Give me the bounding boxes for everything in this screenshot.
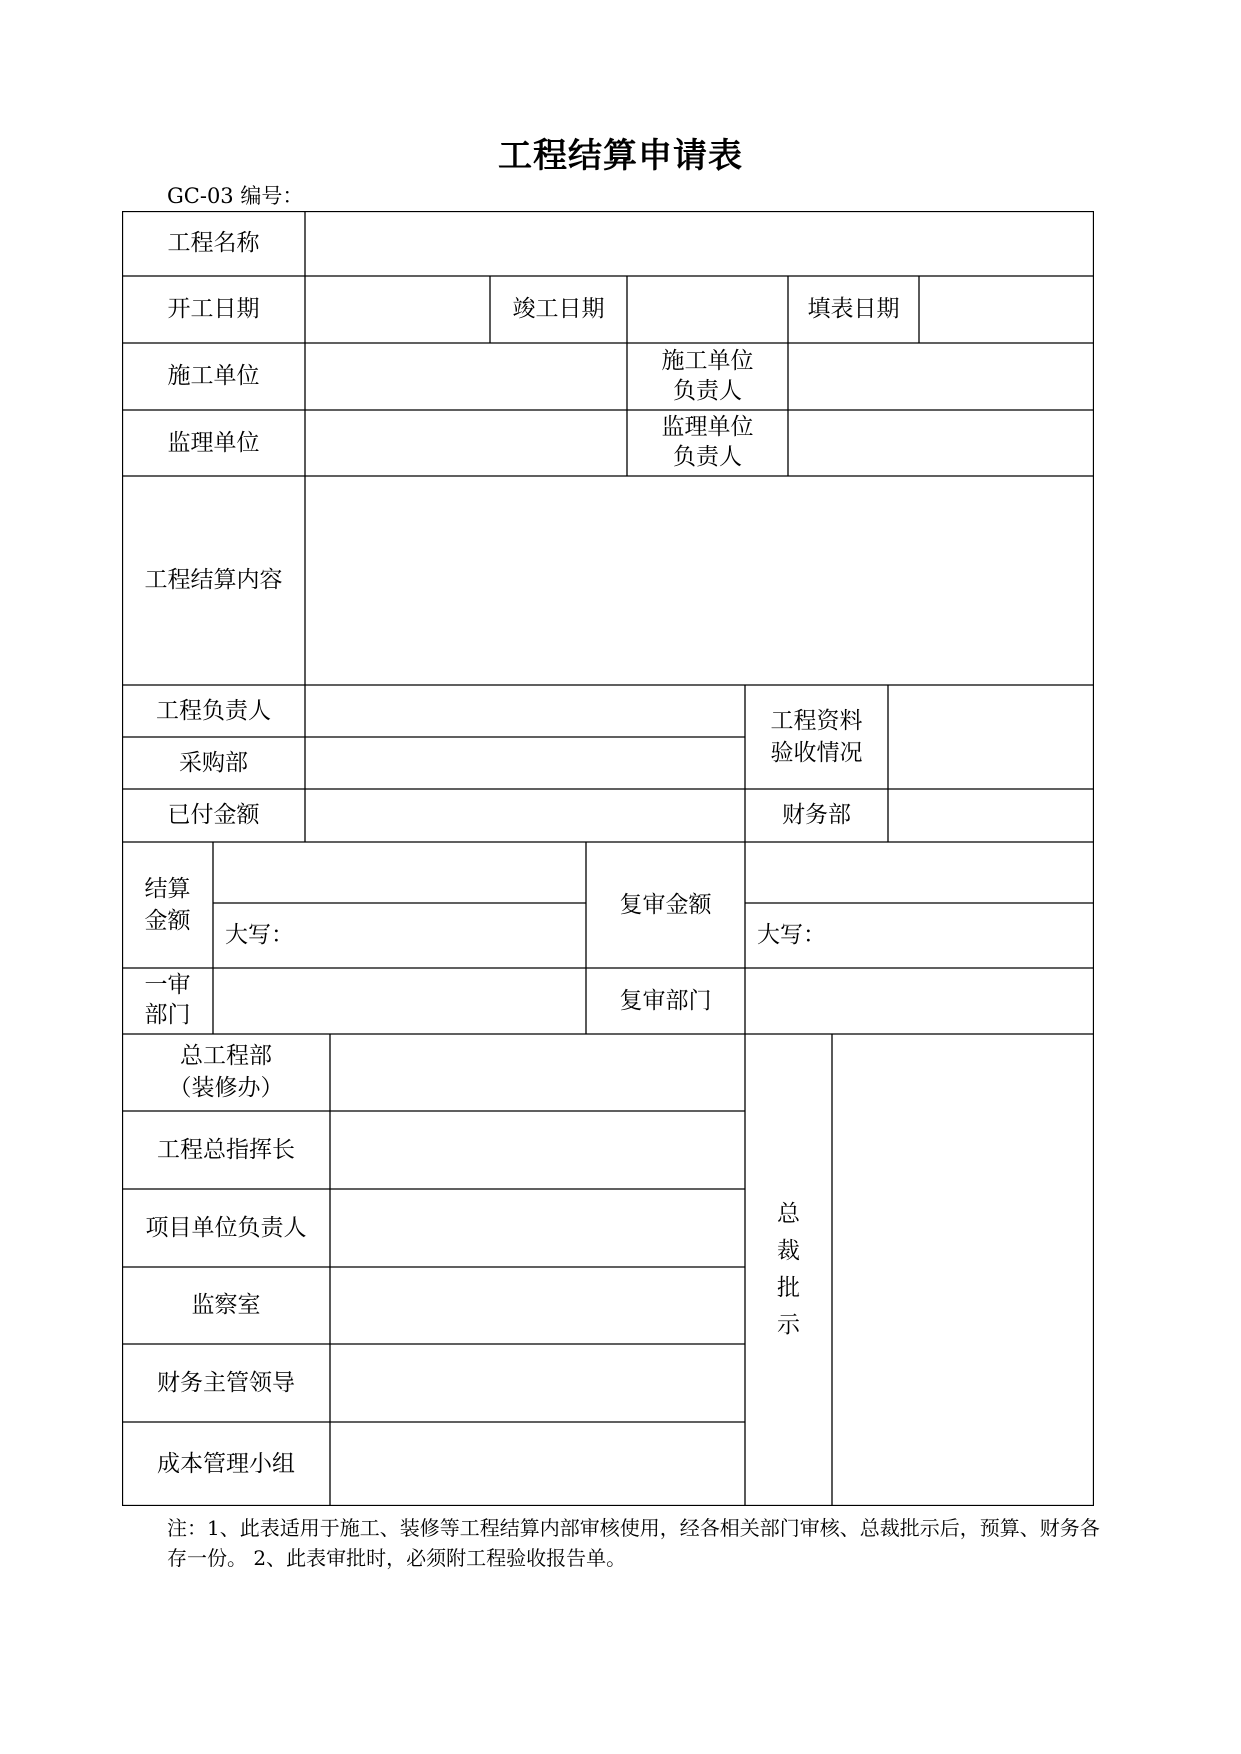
form-note: 注：1、此表适用于施工、装修等工程结算内部审核使用，经各相关部门审核、总裁批示后，预算、财务各存一份。 2、此表审批时，必须附工程验收报告单。 [167, 1516, 1100, 1570]
form-code: GC-03 编号： [167, 184, 304, 208]
label-construction-unit: 施工单位 [167, 363, 260, 390]
field-settlement-content[interactable] [305, 476, 1094, 685]
label-construction-unit-head: 施工单位 负责人 [661, 347, 754, 404]
field-docs-acceptance[interactable] [888, 685, 1094, 789]
label-general-eng-dept: 总工程部 （装修办） [168, 1043, 284, 1101]
label-ceo-approval: 总 裁 批 示 [777, 1201, 800, 1338]
label-uppercase-settlement: 大写： [225, 922, 294, 949]
field-general-eng-dept[interactable] [330, 1034, 745, 1111]
field-settlement-amount[interactable] [213, 842, 586, 903]
field-fill-date[interactable] [919, 276, 1094, 343]
label-purchasing: 采购部 [179, 749, 248, 776]
label-second-review-dept: 复审部门 [619, 987, 712, 1014]
label-supervision-unit: 监理单位 [167, 429, 260, 456]
label-inspection-office: 监察室 [191, 1292, 261, 1319]
field-supervision-unit[interactable] [305, 410, 627, 476]
settlement-form-table [122, 211, 1094, 1506]
field-cost-group[interactable] [330, 1422, 745, 1506]
label-docs-acceptance: 工程资料 验收情况 [770, 707, 863, 766]
label-project-name: 工程名称 [167, 230, 260, 257]
form-title: 工程结算申请表 [498, 136, 743, 176]
field-construction-unit-head[interactable] [788, 343, 1094, 410]
label-finance-dept: 财务部 [782, 802, 851, 829]
label-uppercase-review: 大写： [757, 922, 826, 949]
field-purchasing[interactable] [305, 737, 745, 789]
field-project-head[interactable] [305, 685, 745, 737]
field-completion-date[interactable] [627, 276, 788, 343]
label-settlement-amount: 结算 金额 [144, 875, 191, 934]
label-finance-leader: 财务主管领导 [157, 1369, 295, 1396]
label-start-date: 开工日期 [167, 296, 260, 323]
field-supervision-unit-head[interactable] [788, 410, 1094, 476]
label-first-review-dept: 一审 部门 [144, 972, 191, 1028]
field-project-name[interactable] [305, 211, 1094, 276]
field-project-unit-head[interactable] [330, 1189, 745, 1267]
label-fill-date: 填表日期 [807, 296, 900, 323]
field-start-date[interactable] [305, 276, 490, 343]
field-inspection-office[interactable] [330, 1267, 745, 1344]
field-paid-amount[interactable] [305, 789, 745, 842]
label-review-amount: 复审金额 [619, 891, 712, 918]
field-finance-leader[interactable] [330, 1344, 745, 1422]
label-settlement-content: 工程结算内容 [144, 567, 283, 594]
field-chief-commander[interactable] [330, 1111, 745, 1189]
field-second-review-dept[interactable] [745, 968, 1094, 1034]
field-first-review-dept[interactable] [213, 968, 586, 1034]
label-project-unit-head: 项目单位负责人 [145, 1214, 307, 1241]
label-cost-group: 成本管理小组 [157, 1450, 295, 1477]
label-completion-date: 竣工日期 [512, 296, 605, 323]
field-construction-unit[interactable] [305, 343, 627, 410]
label-supervision-unit-head: 监理单位 负责人 [661, 414, 754, 470]
field-review-amount[interactable] [745, 842, 1094, 903]
field-ceo-approval[interactable] [832, 1034, 1094, 1506]
field-finance-dept[interactable] [888, 789, 1094, 842]
label-chief-commander: 工程总指挥长 [157, 1136, 295, 1163]
label-paid-amount: 已付金额 [167, 802, 260, 829]
label-project-head: 工程负责人 [156, 697, 271, 724]
